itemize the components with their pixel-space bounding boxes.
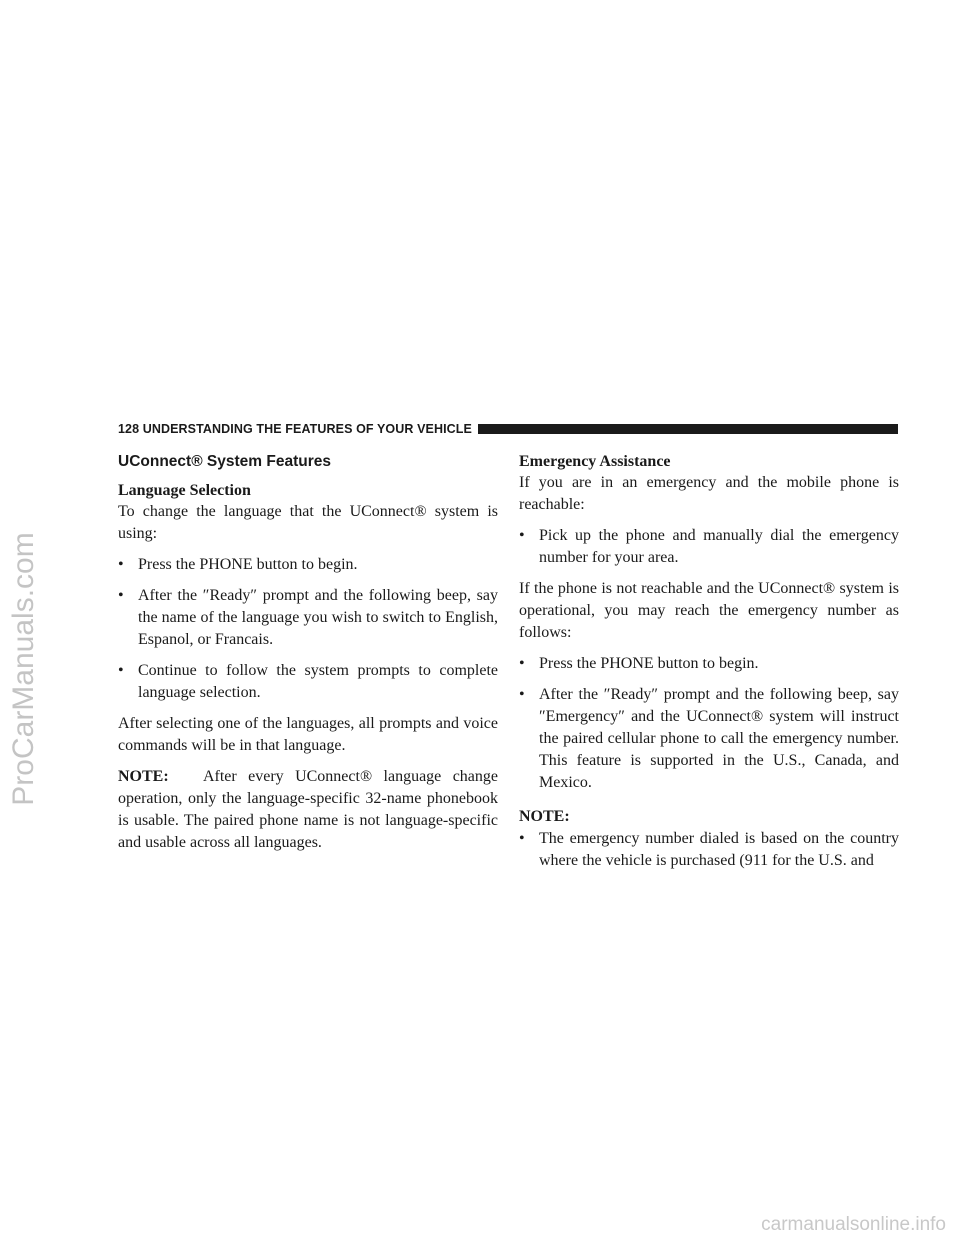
page-header — [118, 420, 898, 438]
bullet-icon: • — [519, 527, 525, 544]
list-item — [118, 554, 498, 576]
list-item — [118, 585, 498, 651]
list-item — [519, 525, 899, 569]
note-bullets — [519, 828, 899, 872]
page-header-text: 128 UNDERSTANDING THE FEATURES OF YOUR VEHICLE — [118, 422, 472, 436]
side-watermark: ProCarManuals.com — [7, 532, 40, 806]
language-steps — [118, 554, 498, 704]
header-rule — [478, 424, 898, 434]
language-intro: To change the language that the UConnect® system is using: — [118, 503, 498, 542]
list-item-text: Press the PHONE button to begin. — [539, 655, 759, 672]
list-item-text: Continue to follow the system prompts to complete language selection. — [138, 662, 498, 701]
list-item-text: Press the PHONE button to begin. — [138, 556, 358, 573]
bullet-icon: • — [519, 655, 525, 672]
emergency-intro: If you are in an emergency and the mobile phone is reachable: — [519, 474, 899, 513]
bullet-icon: • — [118, 587, 124, 604]
bullet-icon: • — [118, 556, 124, 573]
language-note — [118, 766, 498, 854]
emergency-note — [519, 806, 899, 872]
bullet-icon: • — [519, 686, 525, 703]
note-text: After every UConnect® language change operation, only the language-specific 32-name phonebook is usable. The paired phone name is not language-specific and usable across all languages. — [118, 768, 498, 851]
emergency-steps-system — [519, 653, 899, 794]
section-title: UConnect® System Features — [118, 453, 331, 470]
language-after-text: After selecting one of the languages, all prompts and voice commands will be in that language. — [118, 715, 498, 754]
list-item — [519, 684, 899, 794]
list-item — [118, 660, 498, 704]
emergency-heading: Emergency Assistance — [519, 453, 671, 470]
language-selection-heading: Language Selection — [118, 482, 251, 499]
list-item — [519, 653, 899, 675]
list-item-text: Pick up the phone and manually dial the emergency number for your area. — [539, 527, 899, 566]
list-item-text: After the ″Ready″ prompt and the following beep, say the name of the language you wish to switch to English, Espanol, or Francais. — [138, 587, 498, 648]
bullet-icon: • — [519, 830, 525, 847]
emergency-steps-reachable — [519, 525, 899, 569]
list-item-text: The emergency number dialed is based on the country where the vehicle is purchased (911 for the U.S. and — [539, 830, 899, 869]
bottom-watermark: carmanualsonline.info — [761, 1214, 946, 1235]
left-column — [118, 452, 498, 854]
right-column — [519, 452, 899, 872]
note-label: NOTE: — [519, 808, 570, 825]
emergency-para: If the phone is not reachable and the UConnect® system is operational, you may reach the emergency number as follows: — [519, 580, 899, 641]
list-item-text: After the ″Ready″ prompt and the following beep, say ″Emergency″ and the UConnect® system will instruct the paired cellular phone to call the emergency number. This feature is supported in the U.S., Canada, and Mexico. — [539, 686, 899, 791]
note-label: NOTE: — [118, 768, 169, 785]
list-item — [519, 828, 899, 872]
bullet-icon: • — [118, 662, 124, 679]
